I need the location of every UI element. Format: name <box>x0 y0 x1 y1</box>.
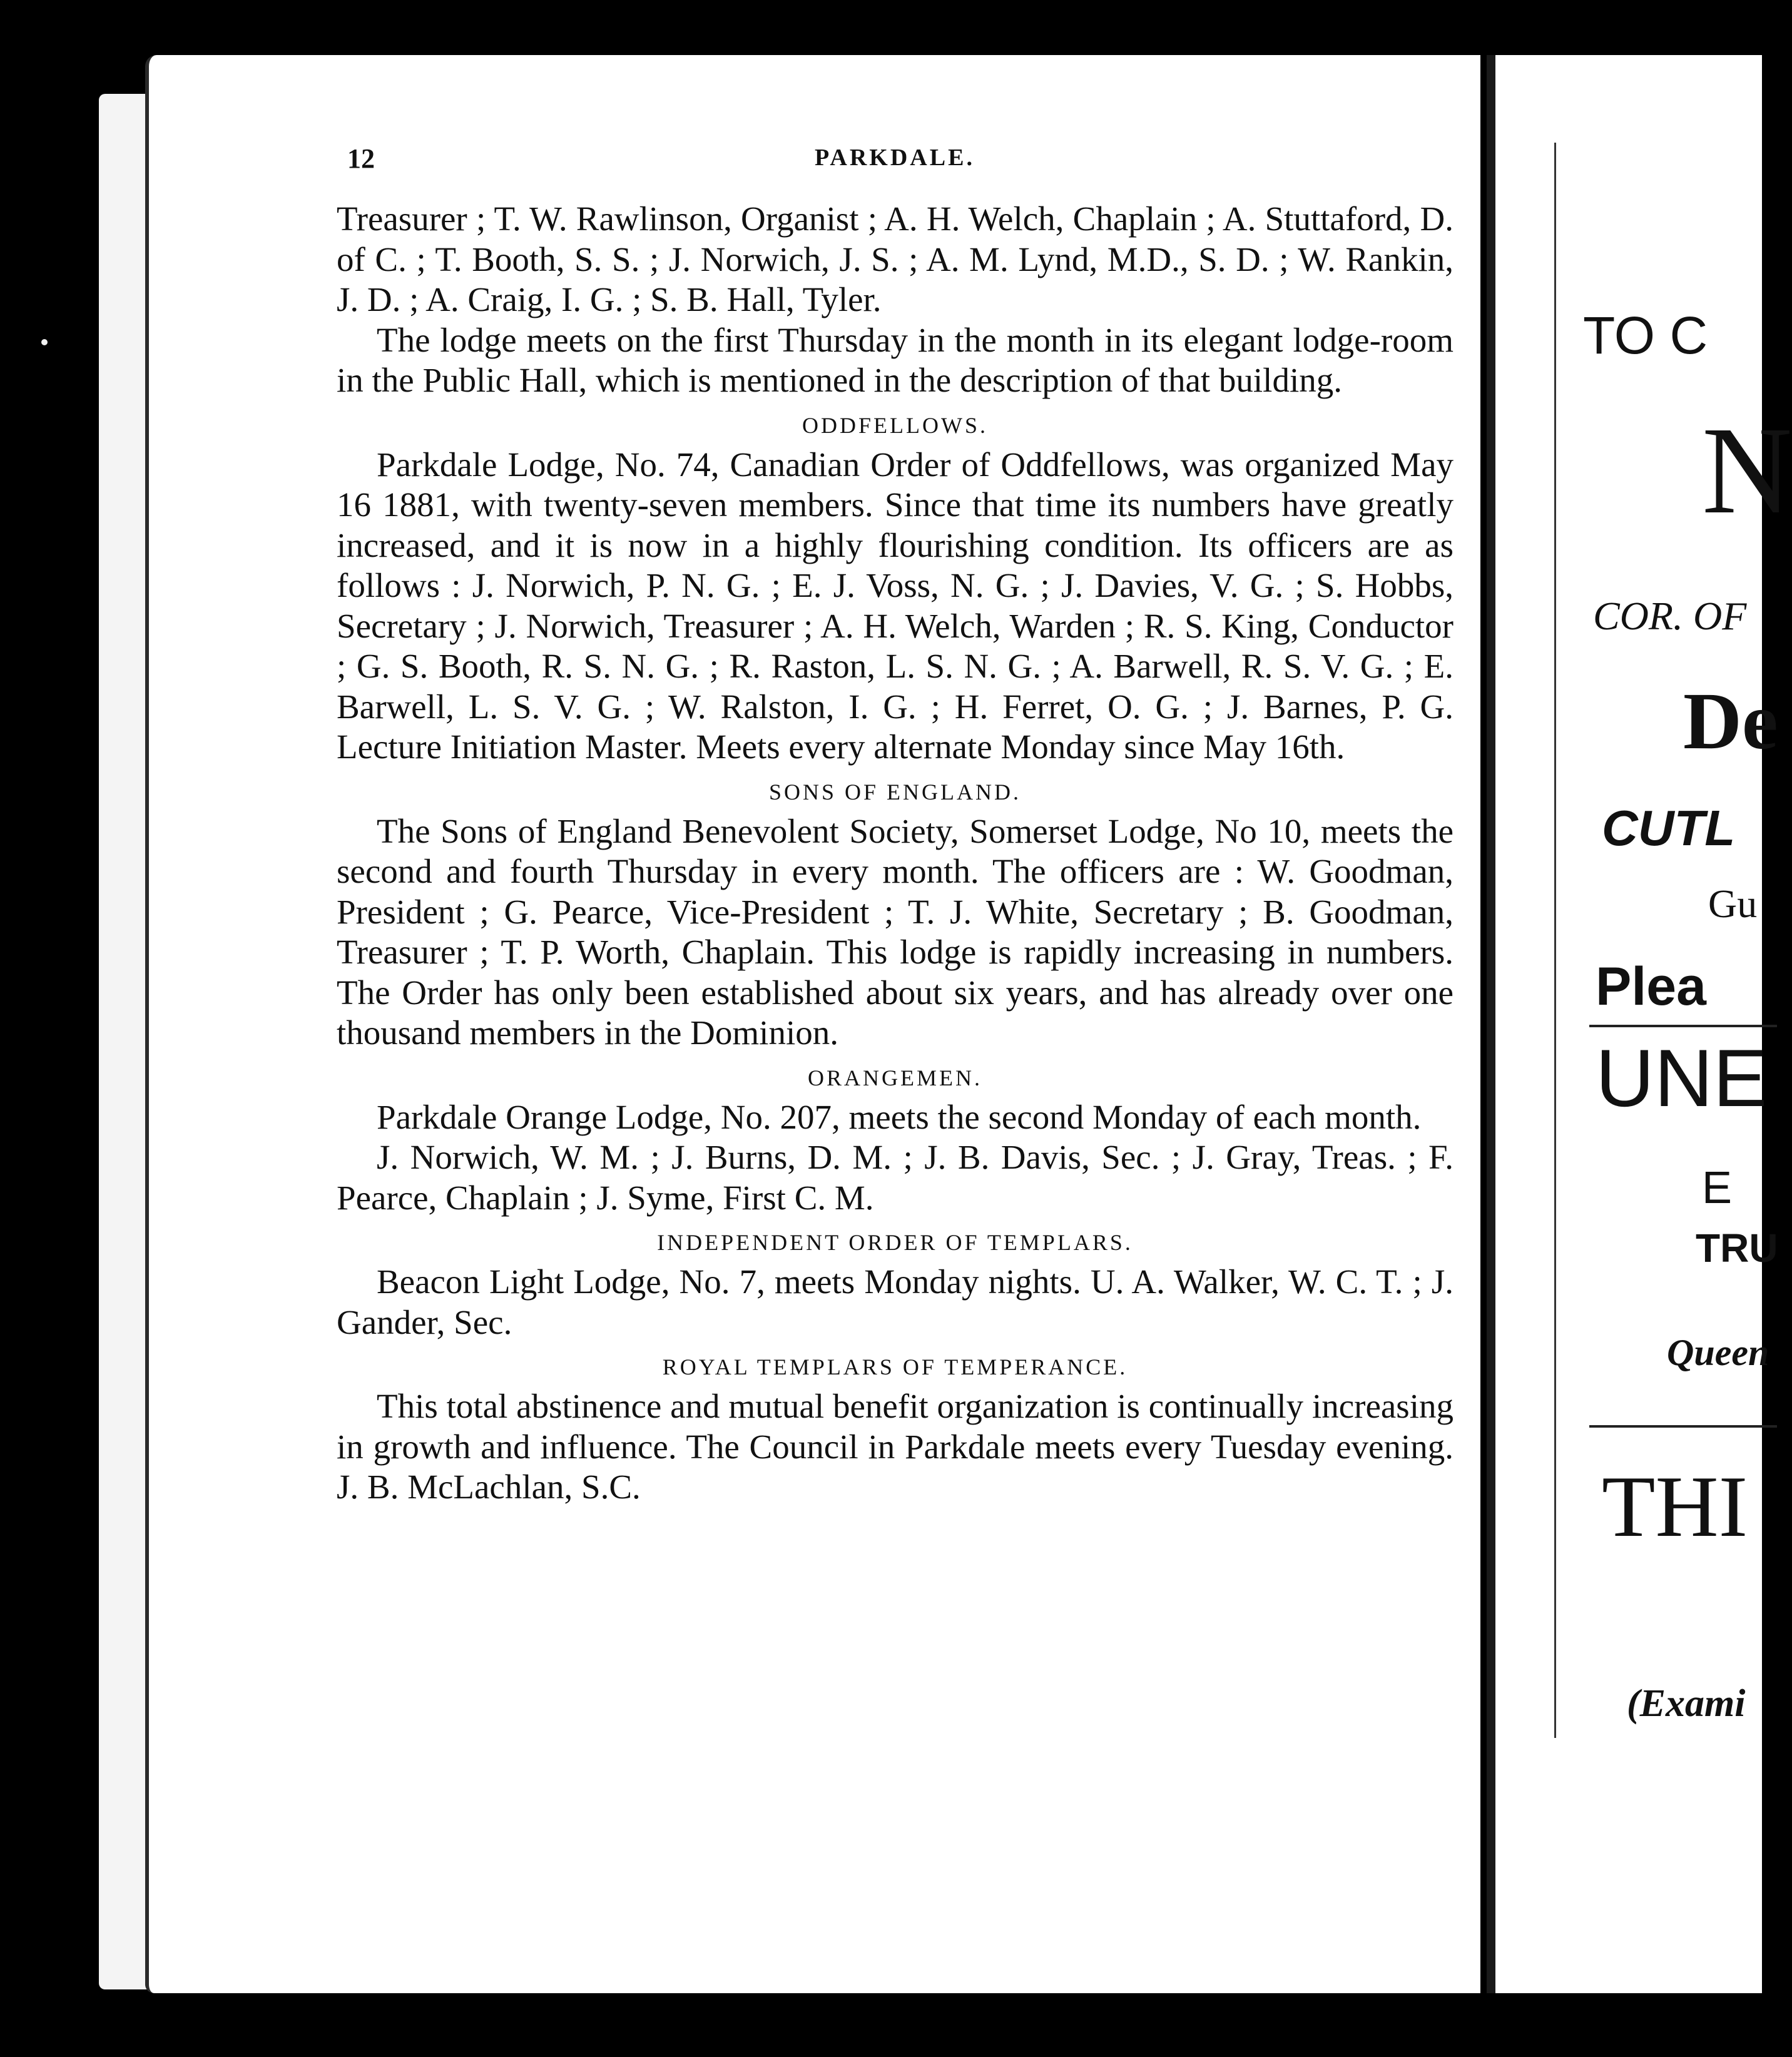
page-body <box>337 199 1453 1508</box>
paragraph-sons-of-england: The Sons of England Benevolent Society, Somerset Lodge, No 10, meets the second and fourth Thursday in every month. The officers are : W. Goodman, President ; G. Pearce, Vice-President ; T. J. White, Secretary ; B. Goodman, Treasurer ; T. P. Worth, Chaplain. This lodge is rapidly increasing in numbers. The Order has only been established about six years, and has already over one thousand members in the Dominion. <box>337 811 1453 1052</box>
paragraph-masonic-meetings: The lodge meets on the first Thursday in the month in its elegant lodge-room in the Public Hall, which is mentioned in the description of that building. <box>337 320 1453 399</box>
right-page-fragment: TO C <box>1583 306 1708 365</box>
right-page-fragment: Plea <box>1596 957 1706 1017</box>
paragraph-templars: Beacon Light Lodge, No. 7, meets Monday nights. U. A. Walker, W. C. T. ; J. Gander, Sec. <box>337 1262 1453 1341</box>
section-heading-orangemen: ORANGEMEN. <box>808 1065 982 1090</box>
right-page-rule <box>1589 1425 1777 1428</box>
scan-speck <box>41 339 48 345</box>
section-heading-templars: INDEPENDENT ORDER OF TEMPLARS. <box>657 1230 1133 1255</box>
book-gutter <box>1487 55 1495 1993</box>
right-page-fragment: Gu <box>1708 881 1758 926</box>
section-heading-royal-templars: ROYAL TEMPLARS OF TEMPERANCE. <box>662 1354 1128 1379</box>
paragraph-royal-templars: This total abstinence and mutual benefit organization is continually increasing in growth and influence. The Council in Parkdale meets every Tuesday evening. J. B. McLachlan, S.C. <box>337 1387 1453 1506</box>
page-number: 12 <box>347 143 375 174</box>
book-page-right-partial <box>1495 55 1792 1993</box>
page-right-border <box>1554 143 1556 1738</box>
right-page-fragment: TRU <box>1696 1226 1778 1271</box>
right-page-rule <box>1589 1025 1777 1027</box>
right-page-fragment: COR. OF <box>1593 594 1747 638</box>
running-head <box>347 143 1442 183</box>
right-page-fragment: (Exami <box>1627 1682 1746 1725</box>
right-page-fragment: De <box>1683 676 1778 766</box>
right-page-fragment: THI <box>1602 1458 1748 1555</box>
paragraph-oddfellows: Parkdale Lodge, No. 74, Canadian Order of Oddfellows, was organized May 16 1881, with twenty-seven members. Since that time its numbers have greatly increased, and it is now in a highly flourishing condition. Its officers are as follows : J. Norwich, P. N. G. ; E. J. Voss, N. G. ; J. Davies, V. G. ; S. Hobbs, Secretary ; J. Norwich, Treasurer ; A. H. Welch, Warden ; R. S. King, Conductor ; G. S. Booth, R. S. N. G. ; R. Raston, L. S. N. G. ; A. Barwell, R. S. V. G. ; E. Barwell, L. S. V. G. ; W. Ralston, I. G. ; H. Ferret, O. G. ; J. Barnes, P. G. Lecture Initiation Master. Meets every alternate Monday since May 16th. <box>337 445 1453 766</box>
running-title: PARKDALE. <box>815 145 975 171</box>
paragraph-orangemen-meetings: Parkdale Orange Lodge, No. 207, meets the second Monday of each month. <box>377 1097 1422 1136</box>
right-page-fragment: Queen <box>1667 1332 1769 1373</box>
paragraph-masonic-officers: Treasurer ; T. W. Rawlinson, Organist ; A. H. Welch, Chaplain ; A. Stuttaford, D. of C. ; T. Booth, S. S. ; J. Norwich, J. S. ; A. M. Lynd, M.D., S. D. ; W. Rankin, J. D. ; A. Craig, I. G. ; S. B. Hall, Tyler. <box>337 200 1453 318</box>
right-page-fragment: UNE <box>1596 1032 1768 1124</box>
right-page-fragment: N <box>1702 402 1792 540</box>
section-heading-oddfellows: ODDFELLOWS. <box>802 412 988 438</box>
right-page-fragment: E <box>1702 1163 1733 1213</box>
paragraph-orangemen-officers: J. Norwich, W. M. ; J. Burns, D. M. ; J. B. Davis, Sec. ; J. Gray, Treas. ; F. Pearce, Chaplain ; J. Syme, First C. M. <box>337 1138 1453 1217</box>
right-page-fragment: CUTL <box>1602 800 1736 856</box>
section-heading-sons-of-england: SONS OF ENGLAND. <box>768 779 1022 805</box>
